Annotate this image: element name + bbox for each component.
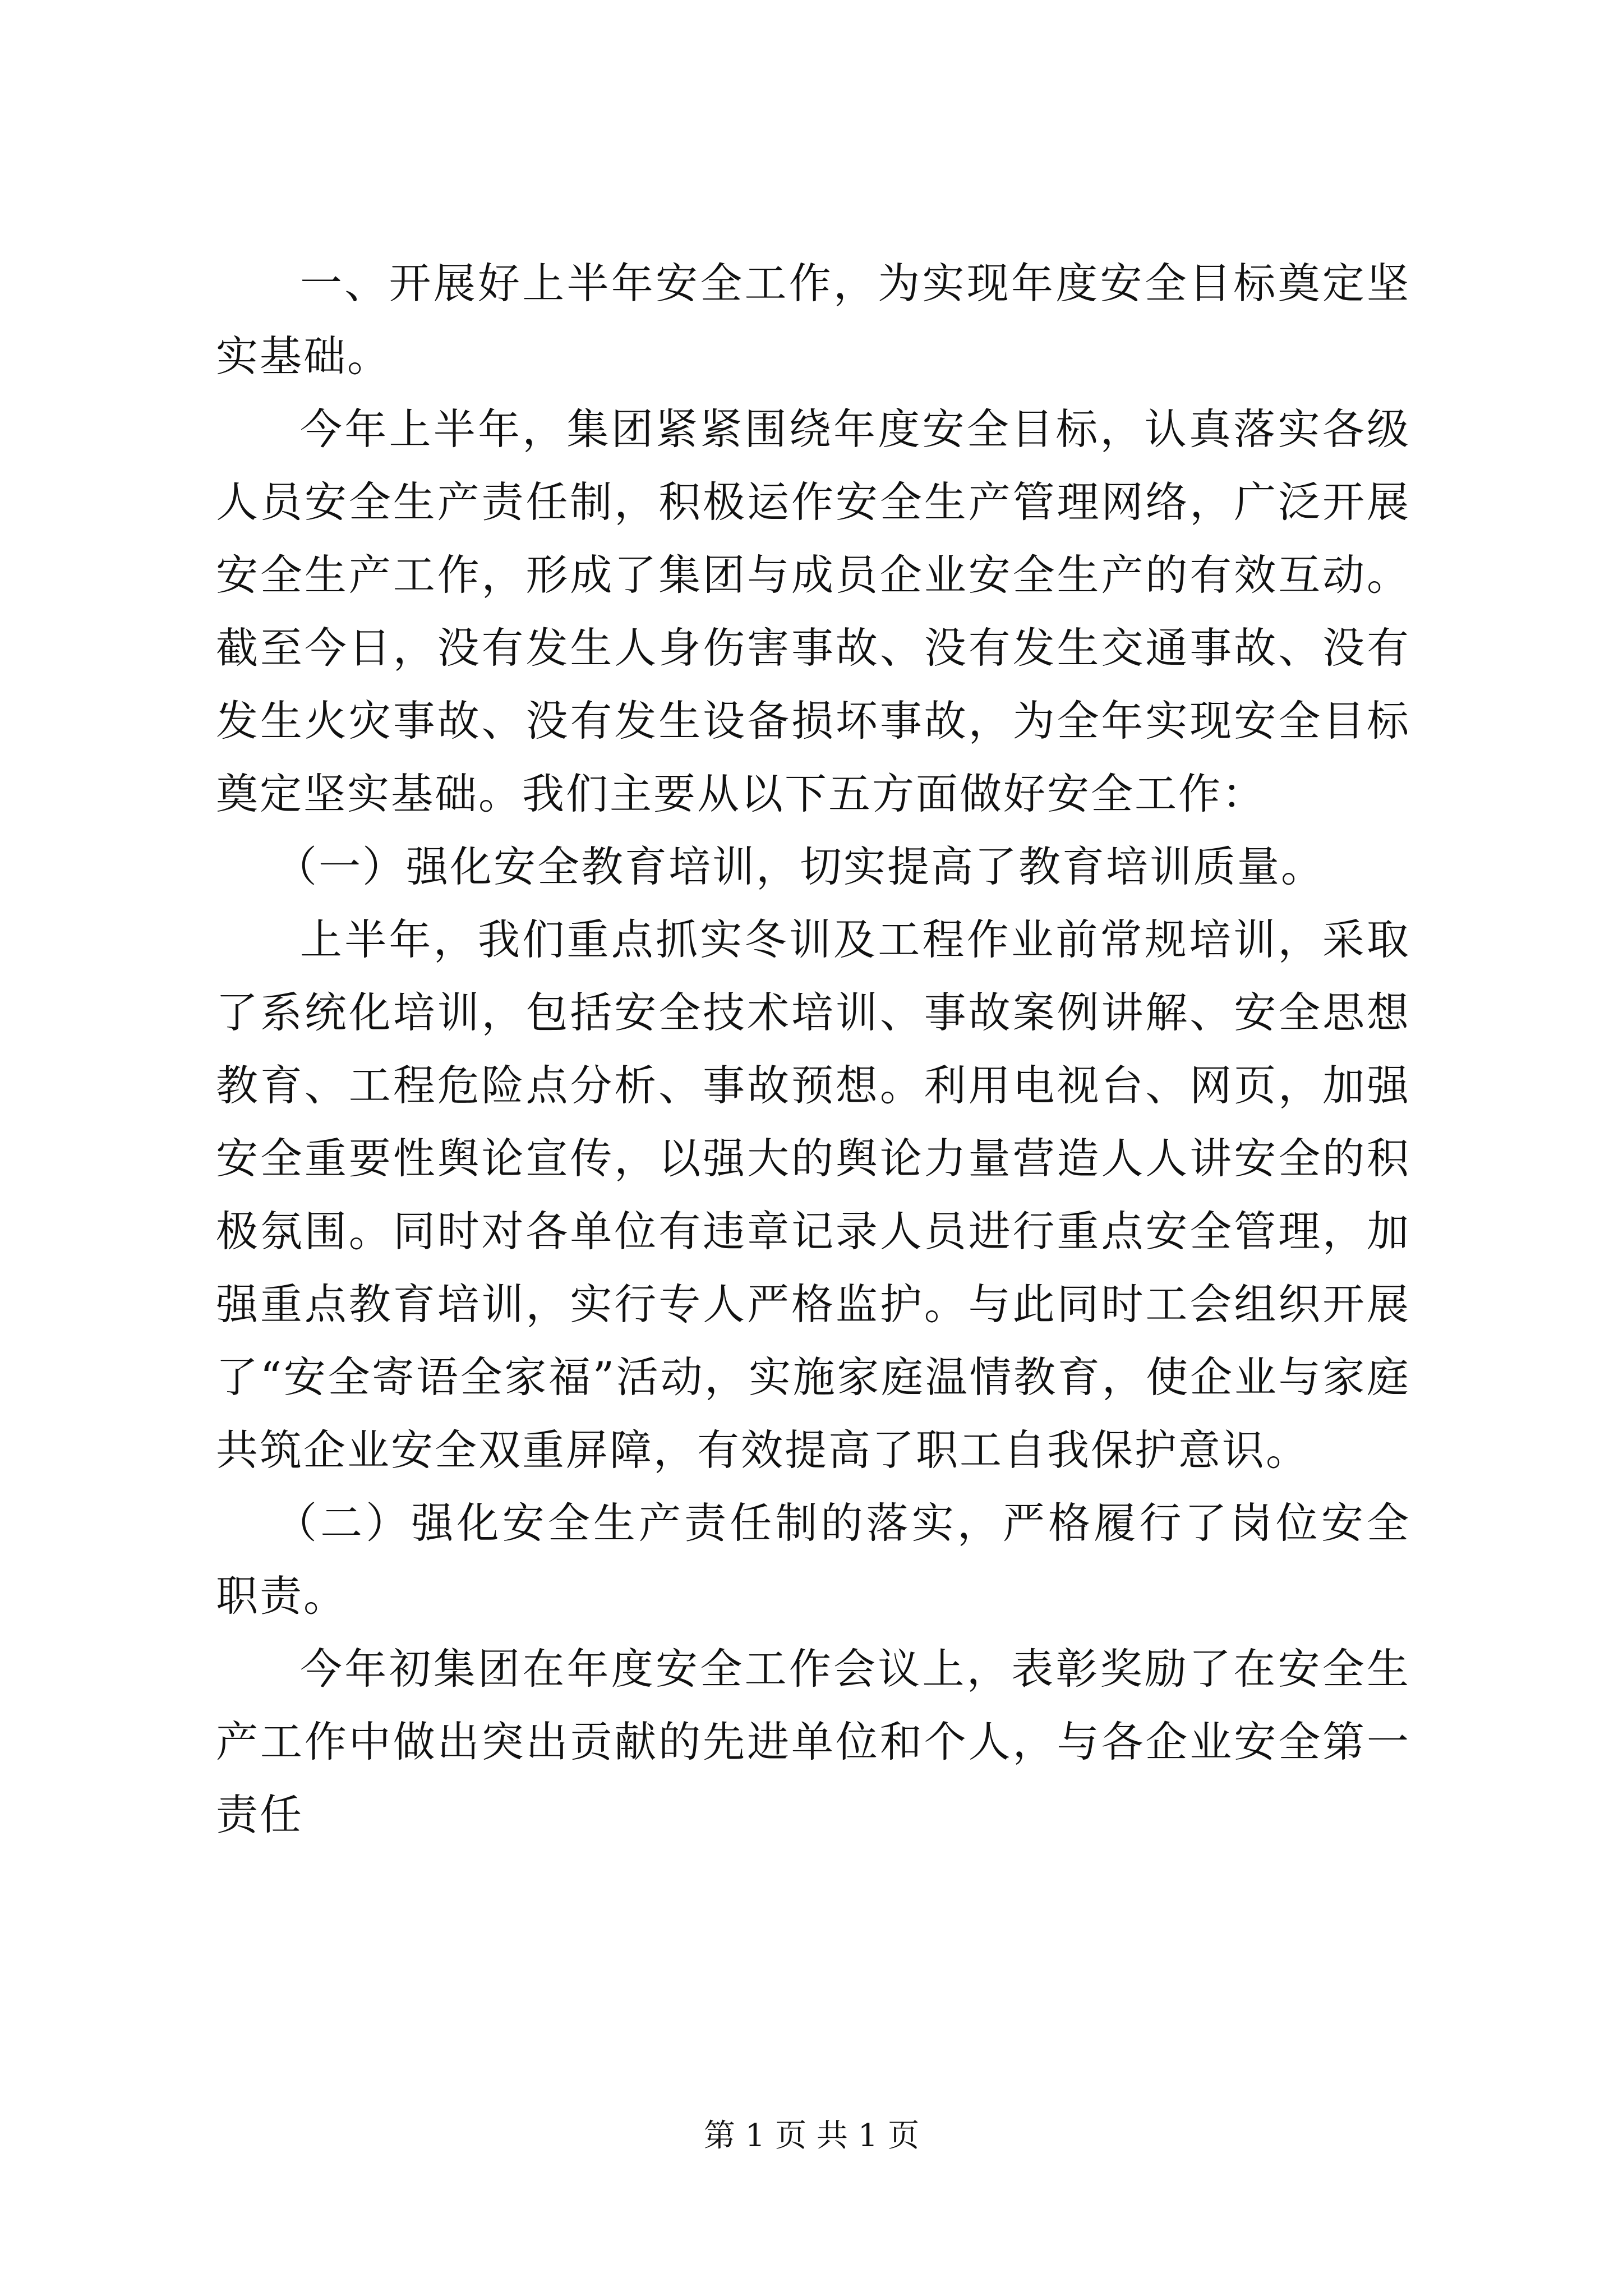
body-paragraph-1: 今年上半年，集团紧紧围绕年度安全目标，认真落实各级人员安全生产责任制，积极运作安全生产管理网络，广泛开展安全生产工作，形成了集团与成员企业安全生产的有效互动。截至今日，没有发生人身伤害事故、没有发生交通事故、没有发生火灾事故、没有发生设备损坏事故，为全年实现安全目标奠定坚实基础。我们主要从以下五方面做好安全工作：: [216, 404, 1410, 818]
document-body: [216, 247, 1410, 1851]
subsection-heading-2: （二）强化安全生产责任制的落实，严格履行了岗位安全职责。: [216, 1498, 1410, 1621]
body-paragraph-2: 上半年，我们重点抓实冬训及工程作业前常规培训，采取了系统化培训，包括安全技术培训、事故案例讲解、安全思想教育、工程危险点分析、事故预想。利用电视台、网页，加强安全重要性舆论宣传，以强大的舆论力量营造人人讲安全的积极氛围。同时对各单位有违章记录人员进行重点安全管理，加强重点教育培训，实行专人严格监护。与此同时工会组织开展了“安全寄语全家福”活动，实施家庭温情教育，使企业与家庭共筑企业安全双重屏障，有效提高了职工自我保护意识。: [216, 915, 1410, 1475]
body-paragraph-3: 今年初集团在年度安全工作会议上，表彰奖励了在安全生产工作中做出突出贡献的先进单位和个人，与各企业安全第一责任: [216, 1644, 1410, 1839]
page-footer: 第 1 页 共 1 页: [703, 2118, 920, 2154]
section-heading-1: 一、开展好上半年安全工作，为实现年度安全目标奠定坚实基础。: [216, 259, 1410, 381]
subsection-heading-1: （一）强化安全教育培训，切实提高了教育培训质量。: [275, 842, 1325, 891]
